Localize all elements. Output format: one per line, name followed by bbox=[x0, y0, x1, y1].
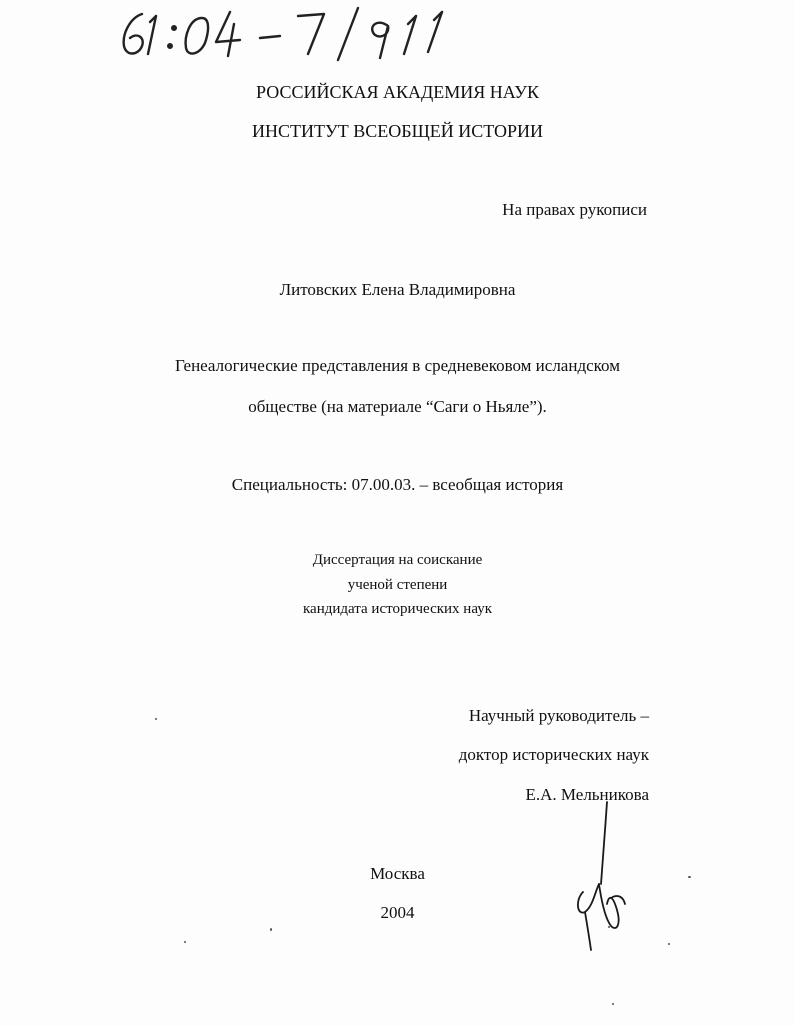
scan-speck bbox=[155, 718, 157, 720]
scan-speck bbox=[184, 941, 186, 943]
year: 2004 bbox=[380, 903, 415, 922]
city: Москва bbox=[370, 864, 425, 883]
supervisor-role: Научный руководитель – bbox=[468, 706, 649, 725]
dissertation-line-2: ученой степени bbox=[347, 577, 448, 593]
thesis-title-line-2: обществе (на материале “Саги о Ньяле”). bbox=[248, 397, 547, 416]
scan-speck bbox=[688, 876, 691, 878]
specialty-line: Специальность: 07.00.03. – всеобщая история bbox=[231, 475, 564, 494]
supervisor-degree: доктор исторических наук bbox=[458, 745, 649, 764]
handwritten-archive-code bbox=[112, 0, 472, 64]
dissertation-line-1: Диссертация на соискание bbox=[312, 552, 483, 568]
academy-heading: РОССИЙСКАЯ АКАДЕМИЯ НАУК bbox=[256, 82, 539, 102]
dissertation-line-3: кандидата исторических наук bbox=[302, 601, 493, 617]
scan-speck bbox=[270, 928, 272, 931]
scan-speck bbox=[612, 1003, 614, 1005]
scan-speck bbox=[668, 943, 670, 945]
thesis-title-line-1: Генеалогические представления в средневековом исландском bbox=[175, 356, 620, 375]
manuscript-note: На правах рукописи bbox=[502, 200, 647, 219]
institute-heading: ИНСТИТУТ ВСЕОБЩЕЙ ИСТОРИИ bbox=[252, 121, 543, 141]
scan-speck bbox=[608, 926, 610, 928]
supervisor-name: Е.А. Мельникова bbox=[525, 785, 649, 804]
author-name: Литовских Елена Владимировна bbox=[279, 280, 516, 299]
